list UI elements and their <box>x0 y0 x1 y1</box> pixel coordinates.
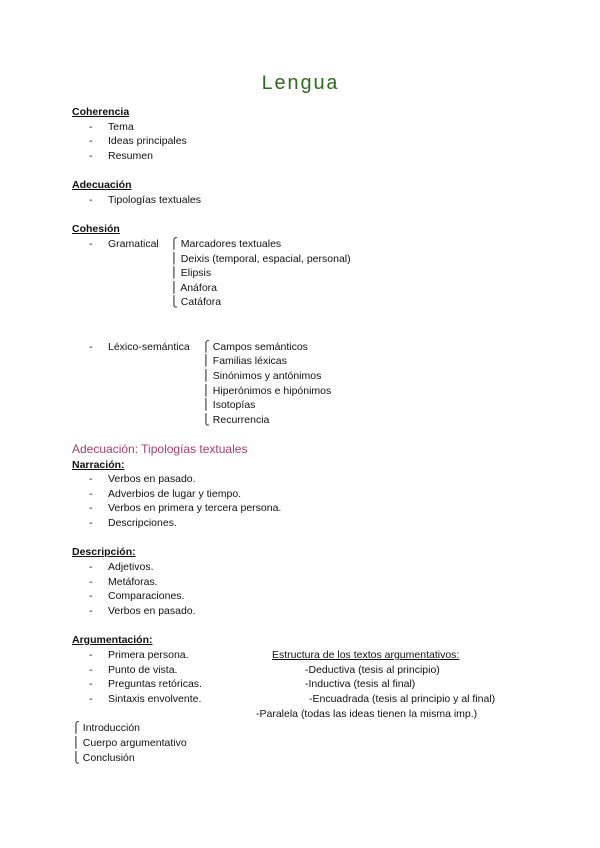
list-item: Verbos en pasado. <box>108 473 196 485</box>
gramatical-item: ⎩ Catáfora <box>170 296 222 308</box>
page-title: Lengua <box>260 73 339 96</box>
lexico-label: Léxico-semántica <box>108 341 190 353</box>
bullet-dash: - <box>89 194 93 206</box>
list-item: Primera persona. <box>108 649 189 661</box>
bullet-dash: - <box>89 664 93 676</box>
adecuacion-heading: Adecuación <box>72 179 132 191</box>
list-item: Comparaciones. <box>108 590 185 602</box>
estructura-item: -Encuadrada (tesis al principio y al final) <box>309 693 496 705</box>
list-item: Tipologías textuales <box>108 194 201 206</box>
bullet-dash: - <box>89 150 93 162</box>
estructura-item: -Inductiva (tesis al final) <box>305 678 416 690</box>
lexico-item: ⎩ Recurrencia <box>202 414 270 426</box>
bullet-dash: - <box>89 605 93 617</box>
gramatical-item: ⎪ Anáfora <box>170 282 217 294</box>
list-item: Metáforas. <box>108 576 158 588</box>
descripcion-heading: Descripción: <box>72 546 136 558</box>
list-item: Adjetivos. <box>108 561 154 573</box>
bullet-dash: - <box>89 678 93 690</box>
parte-item: ⎪ Cuerpo argumentativo <box>72 737 187 749</box>
estructura-item: -Paralela (todas las ideas tienen la misma imp.) <box>256 708 478 720</box>
list-item: Sintaxis envolvente. <box>108 693 202 705</box>
bullet-dash: - <box>89 561 93 573</box>
coherencia-heading: Coherencia <box>72 106 130 118</box>
bullet-dash: - <box>89 502 93 514</box>
bullet-dash: - <box>89 517 93 529</box>
estructura-title: Estructura de los textos argumentativos: <box>272 649 460 661</box>
list-item: Tema <box>108 121 134 133</box>
bullet-dash: - <box>89 341 93 353</box>
list-item: Descripciones. <box>108 517 177 529</box>
list-item: Adverbios de lugar y tiempo. <box>108 488 242 500</box>
parte-item: ⎩ Conclusión <box>72 752 135 764</box>
lexico-item: ⎪ Familias léxicas <box>202 355 287 367</box>
bullet-dash: - <box>89 473 93 485</box>
estructura-item: -Deductiva (tesis al principio) <box>305 664 440 676</box>
list-item: Resumen <box>108 150 153 162</box>
tipologias-title: Adecuación: Tipologías textuales <box>72 442 248 456</box>
bullet-dash: - <box>89 693 93 705</box>
list-item: Punto de vista. <box>108 664 178 676</box>
lexico-item: ⎧ Campos semánticos <box>202 341 308 353</box>
parte-item: ⎧ Introducción <box>72 722 140 734</box>
bullet-dash: - <box>89 590 93 602</box>
gramatical-item: ⎪ Deixis (temporal, espacial, personal) <box>170 253 351 265</box>
gramatical-item: ⎧ Marcadores textuales <box>170 238 282 250</box>
narracion-heading: Narración: <box>72 459 125 471</box>
bullet-dash: - <box>89 488 93 500</box>
bullet-dash: - <box>89 238 93 250</box>
list-item: Verbos en pasado. <box>108 605 196 617</box>
bullet-dash: - <box>89 121 93 133</box>
list-item: Verbos en primera y tercera persona. <box>108 502 282 514</box>
bullet-dash: - <box>89 576 93 588</box>
bullet-dash: - <box>89 135 93 147</box>
gramatical-item: ⎪ Elipsis <box>170 267 212 279</box>
gramatical-label: Gramatical <box>108 238 159 250</box>
lexico-item: ⎪ Hiperónimos e hipónimos <box>202 385 332 397</box>
cohesion-heading: Cohesión <box>72 223 120 235</box>
list-item: Ideas principales <box>108 135 187 147</box>
lexico-item: ⎪ Isotopías <box>202 399 256 411</box>
lexico-item: ⎪ Sinónimos y antónimos <box>202 370 322 382</box>
bullet-dash: - <box>89 649 93 661</box>
list-item: Preguntas retóricas. <box>108 678 202 690</box>
argumentacion-heading: Argumentación: <box>72 634 153 646</box>
